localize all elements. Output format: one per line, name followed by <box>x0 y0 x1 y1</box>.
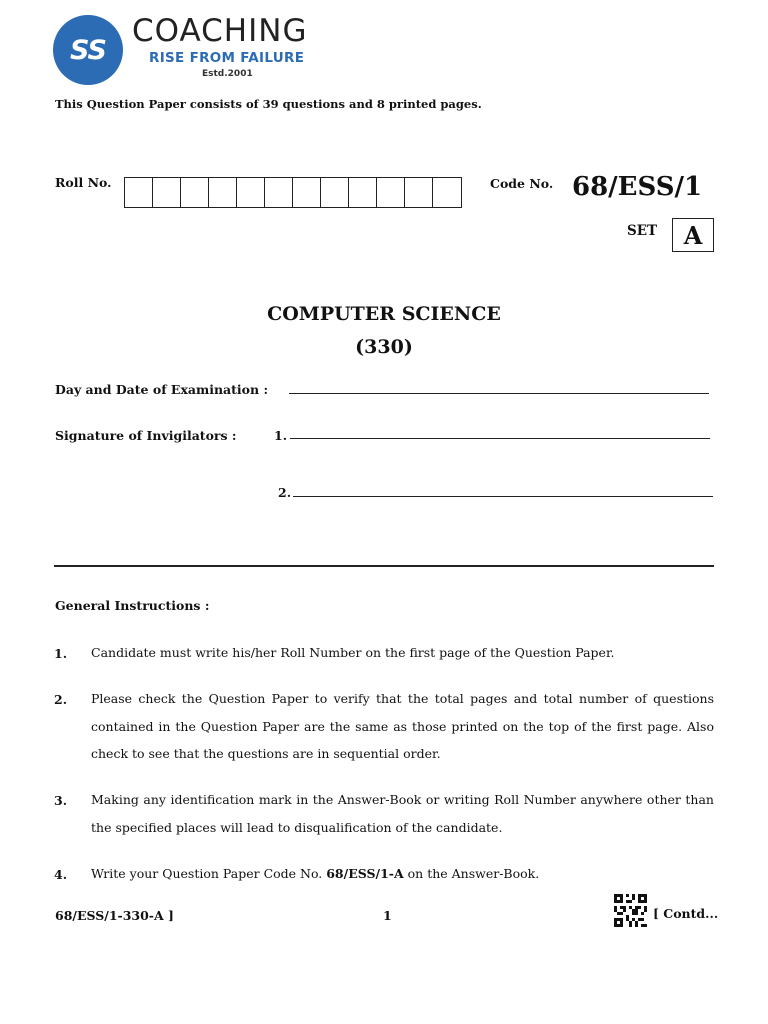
code-number-label: Code No. <box>490 176 554 191</box>
instruction-3-text: Making any identification mark in the Answer-Book or writing Roll Number anywhere other than the specified places will lead to disqualification of the candidate. <box>91 792 714 835</box>
logo-mark-text: SS <box>70 34 106 66</box>
roll-digit-box[interactable] <box>125 178 153 207</box>
invigilator-1-number: 1. <box>274 428 288 443</box>
instruction-1-text: Candidate must write his/her Roll Number on the first page of the Question Paper. <box>91 645 615 660</box>
logo-tagline: RISE FROM FAILURE <box>149 50 305 66</box>
instruction-4-text <box>91 860 714 888</box>
invigilator-1-line[interactable] <box>290 438 710 439</box>
coaching-logo-mark <box>53 15 123 85</box>
exam-date-line[interactable] <box>289 393 709 394</box>
exam-date-label: Day and Date of Examination : <box>55 382 269 397</box>
roll-digit-box[interactable] <box>265 178 293 207</box>
code-number-value: 68/ESS/1 <box>572 172 703 202</box>
set-value-box: A <box>672 218 714 252</box>
roll-digit-box[interactable] <box>433 178 461 207</box>
roll-digit-box[interactable] <box>153 178 181 207</box>
instructions-heading: General Instructions : <box>55 598 210 613</box>
roll-digit-box[interactable] <box>405 178 433 207</box>
header-note: This Question Paper consists of 39 questions and 8 printed pages. <box>55 97 482 111</box>
logo-title: COACHING <box>132 13 308 49</box>
set-label: SET <box>627 223 658 239</box>
instruction-4-before: Write your Question Paper Code No. <box>91 866 323 881</box>
instruction-3-number: 3. <box>54 793 68 808</box>
footer-paper-code: 68/ESS/1-330-A ] <box>55 908 174 923</box>
invigilator-2-line[interactable] <box>293 496 713 497</box>
roll-digit-box[interactable] <box>293 178 321 207</box>
instruction-4-number: 4. <box>54 867 68 882</box>
footer-continued: [ Contd... <box>653 906 719 921</box>
roll-number-label: Roll No. <box>55 175 112 190</box>
footer-page-number: 1 <box>383 908 392 923</box>
instruction-1-number: 1. <box>54 646 68 661</box>
roll-digit-box[interactable] <box>237 178 265 207</box>
invigilators-label: Signature of Invigilators : <box>55 428 237 443</box>
roll-digit-box[interactable] <box>377 178 405 207</box>
instruction-4-code: 68/ESS/1-A <box>326 866 404 881</box>
roll-number-boxes[interactable] <box>124 177 462 208</box>
subject-code: (330) <box>355 336 413 358</box>
instruction-2-text: Please check the Question Paper to verify that the total pages and total number of questions contained in the Question Paper are the same as those printed on the top of the first page. Also check to see that the questions are in sequential order. <box>91 691 714 761</box>
instruction-2-number: 2. <box>54 692 68 707</box>
roll-digit-box[interactable] <box>181 178 209 207</box>
section-divider <box>54 565 714 567</box>
qr-code-icon <box>614 894 647 927</box>
roll-digit-box[interactable] <box>209 178 237 207</box>
logo-established: Estd.2001 <box>202 69 253 79</box>
invigilator-2-number: 2. <box>278 485 292 500</box>
instruction-4-after: on the Answer-Book. <box>407 866 540 881</box>
subject-title: COMPUTER SCIENCE <box>267 303 501 325</box>
roll-digit-box[interactable] <box>321 178 349 207</box>
roll-digit-box[interactable] <box>349 178 377 207</box>
